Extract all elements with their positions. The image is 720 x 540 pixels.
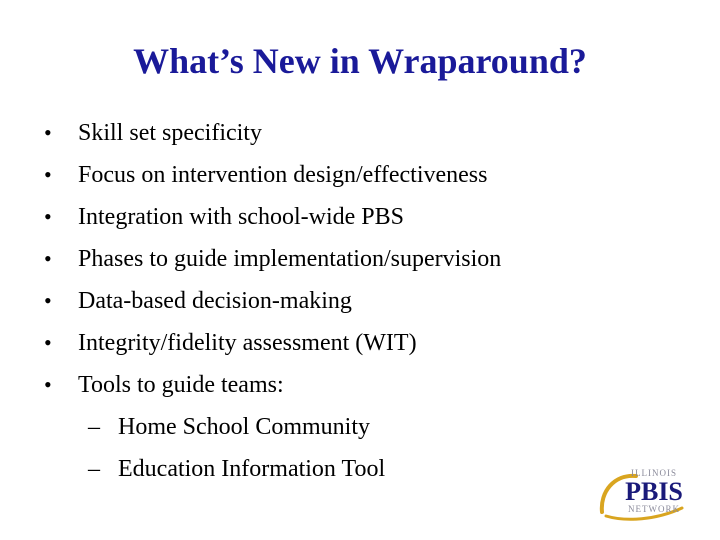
- slide-title: What’s New in Wraparound?: [133, 41, 587, 81]
- dash-glyph: –: [88, 414, 100, 440]
- bullet-glyph: •: [44, 162, 52, 187]
- bullet-text: Skill set specificity: [78, 120, 262, 146]
- bullet-list: [44, 112, 684, 490]
- bullet-glyph: •: [44, 288, 52, 313]
- bullet-item: [44, 196, 684, 238]
- bullet-text: Integrity/fidelity assessment (WIT): [78, 330, 417, 356]
- illinois-pbis-logo: [596, 462, 692, 524]
- sub-bullet-text: Education Information Tool: [118, 456, 386, 482]
- bullet-text: Tools to guide teams:: [78, 372, 284, 398]
- bullet-text: Phases to guide implementation/supervision: [78, 246, 502, 272]
- bullet-glyph: •: [44, 204, 52, 229]
- bullet-text: Data-based decision-making: [78, 288, 352, 314]
- sub-bullet-text: Home School Community: [118, 414, 370, 440]
- sub-bullet-item: [44, 406, 684, 448]
- bullet-item: [44, 154, 684, 196]
- bullet-glyph: •: [44, 246, 52, 271]
- bullet-text: Focus on intervention design/effectiveness: [78, 162, 488, 188]
- bullet-item: [44, 322, 684, 364]
- bullet-item: [44, 238, 684, 280]
- bullet-text: Integration with school-wide PBS: [78, 204, 404, 230]
- dash-glyph: –: [88, 456, 100, 482]
- logo-top-text: ILLINOIS: [631, 468, 677, 478]
- logo-bottom-text: NETWORK: [628, 504, 680, 514]
- sub-bullet-item: [44, 448, 684, 490]
- bullet-item: [44, 280, 684, 322]
- bullet-glyph: •: [44, 120, 52, 145]
- bullet-item: [44, 364, 684, 406]
- bullet-glyph: •: [44, 372, 52, 397]
- logo-main-text: PBIS: [625, 477, 683, 506]
- bullet-glyph: •: [44, 330, 52, 355]
- bullet-item: [44, 112, 684, 154]
